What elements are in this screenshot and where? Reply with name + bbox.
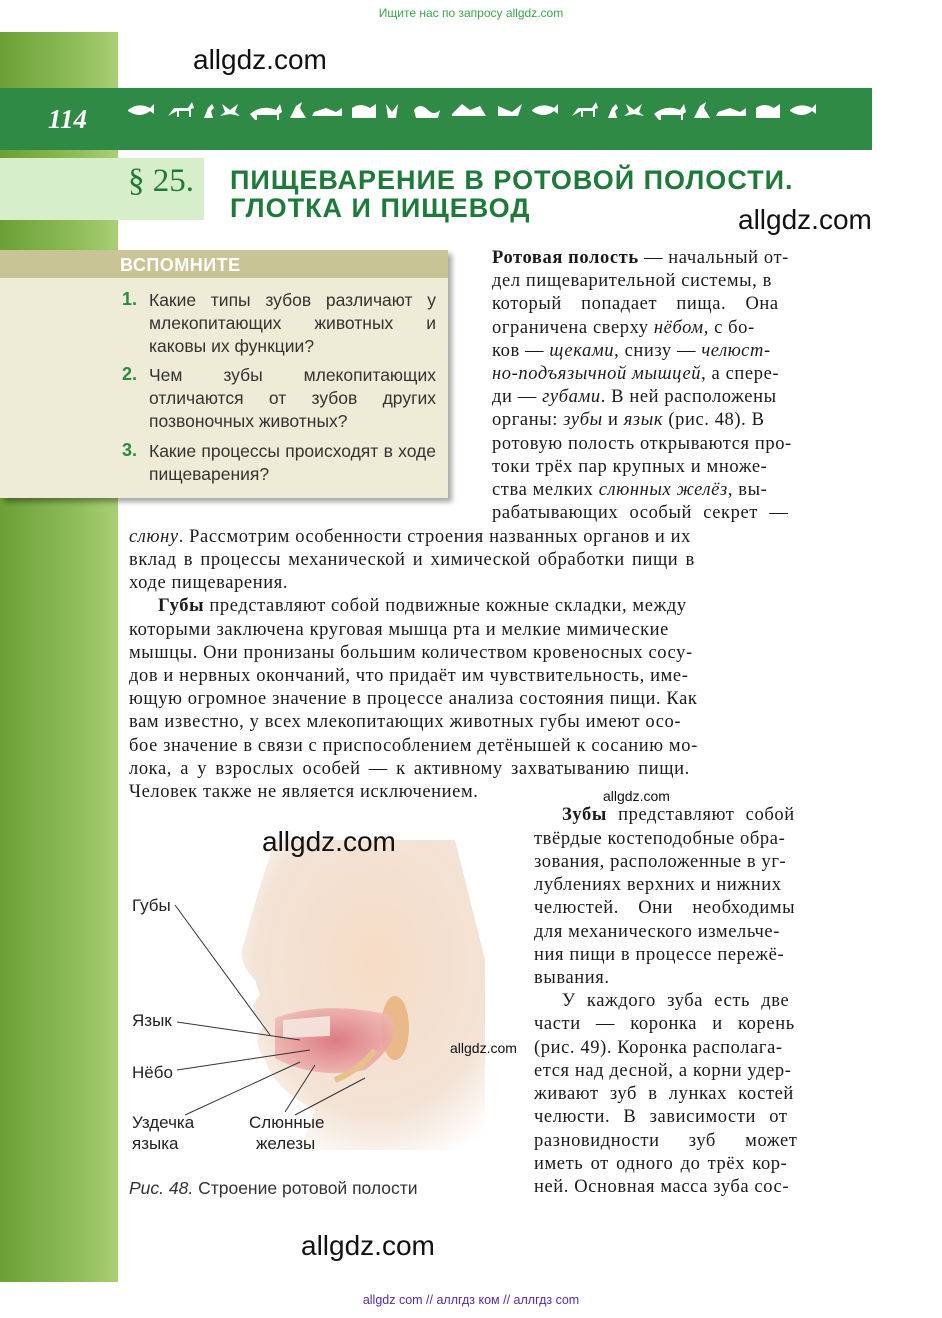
- watermark: allgdz.com: [738, 204, 872, 235]
- question-text: Чем зубы млекопитающих отличаются от зубов других позвоночных животных?: [149, 365, 436, 431]
- watermark: allgdz.com: [301, 1230, 435, 1261]
- label-palate: Нёбо: [132, 1063, 173, 1082]
- text-line: органы: зубы и язык (рис. 48). В: [492, 410, 765, 430]
- text-line: ди — губами. В ней расположены: [492, 387, 777, 407]
- text-line: зования, расположенные в уг-: [534, 852, 787, 872]
- text-line: челюстей. Они необходимы: [534, 898, 796, 918]
- text-line: для механического измельче-: [534, 922, 780, 942]
- text-line: ства мелких слюнных желёз, вы-: [492, 480, 768, 500]
- text-line: живают зуб в лунках костей: [534, 1084, 794, 1104]
- text-line: Человек также не является исключением.: [129, 782, 479, 802]
- watermark: allgdz.com: [193, 44, 327, 75]
- text-line: вывания.: [534, 968, 610, 988]
- animal-silhouettes-decoration: [124, 96, 844, 126]
- label-tongue: Язык: [132, 1011, 172, 1030]
- remember-heading: ВСПОМНИТЕ: [120, 255, 241, 275]
- text-line: ющую огромное значение в процессе анализа состояния пищи. Как: [129, 689, 698, 709]
- text-line: ротовую полость открываются про-: [492, 434, 792, 454]
- text-line: лока, а у взрослых особей — к активному захватыванию пищи.: [129, 759, 690, 779]
- figure-caption: Рис. 48. Строение ротовой полости: [129, 1178, 418, 1198]
- bottom-note: allgdz com // аллгдз ком // аллгдз com: [362, 1293, 580, 1307]
- section-title-line2: ГЛОТКА И ПИЩЕВОД: [230, 193, 531, 223]
- watermark: allgdz.com: [450, 1040, 517, 1056]
- text-line: челюсти. В зависимости от: [534, 1107, 788, 1127]
- text-line: Зубы представляют собой: [562, 805, 795, 825]
- text-line: дов и нервных окончаний, что придаёт им чувствительность, име-: [129, 666, 689, 686]
- page-number: 114: [48, 104, 88, 134]
- text-line: Ротовая полость — начальный от-: [492, 248, 789, 268]
- text-line: твёрдые костеподобные обра-: [534, 829, 786, 849]
- text-line: ограничена сверху нёбом, с бо-: [492, 318, 755, 338]
- text-line: рабатывающих особый секрет —: [492, 503, 789, 523]
- watermark: allgdz.com: [262, 826, 396, 857]
- label-glands-1: Слюнные: [249, 1113, 325, 1132]
- text-line: мышцы. Они пронизаны большим количеством кровеносных сосу-: [129, 643, 693, 663]
- text-line: слюну. Рассмотрим особенности строения названных органов и их: [129, 527, 691, 547]
- text-line: дел пищеварительной системы, в: [492, 271, 772, 291]
- section-title: [230, 166, 794, 222]
- top-note: Ищите нас по запросу allgdz.com: [378, 6, 564, 20]
- section-number: § 25.: [128, 163, 194, 199]
- text-line: ходе пищеварения.: [129, 573, 289, 593]
- question-number: 2.: [122, 364, 138, 384]
- text-line: разновидности зуб может: [534, 1131, 798, 1151]
- text-line: Губы представляют собой подвижные кожные складки, между: [158, 596, 687, 616]
- text-line: вклад в процессы механической и химической обработки пищи в: [129, 550, 695, 570]
- text-line: но-подъязычной мышцей, а спере-: [492, 364, 780, 384]
- label-lips: Губы: [132, 896, 171, 915]
- text-line: (рис. 49). Коронка располага-: [534, 1038, 783, 1058]
- text-line: который попадает пища. Она: [492, 294, 779, 314]
- label-frenulum-1: Уздечка: [132, 1113, 195, 1132]
- text-line: иметь от одного до трёх кор-: [534, 1154, 788, 1174]
- text-line: токи трёх пар крупных и множе-: [492, 457, 768, 477]
- question-number: 1.: [122, 289, 138, 309]
- question-text: Какие процессы происходят в ходе пищеварения?: [149, 441, 436, 484]
- text-line: бое значение в связи с приспособлением детёнышей к сосанию мо-: [129, 736, 698, 756]
- question-text: Какие типы зубов различают у млекопитающих животных и каковы их функции?: [149, 290, 436, 356]
- text-line: ков — щеками, снизу — челюст-: [492, 341, 771, 361]
- label-frenulum-2: языка: [132, 1134, 179, 1153]
- face-profile: [242, 840, 485, 1150]
- text-line: ния пищи в процессе пережё-: [534, 945, 785, 965]
- text-line: вам известно, у всех млекопитающих животных губы имеют осо-: [129, 712, 682, 732]
- text-line: лублениях верхних и нижних: [534, 875, 782, 895]
- label-glands-2: железы: [256, 1134, 316, 1153]
- text-line: ней. Основная масса зуба сос-: [534, 1177, 790, 1197]
- question-number: 3.: [122, 440, 138, 460]
- watermark: allgdz.com: [603, 788, 670, 804]
- text-line: У каждого зуба есть две: [562, 991, 790, 1011]
- section-title-line1: ПИЩЕВАРЕНИЕ В РОТОВОЙ ПОЛОСТИ.: [230, 165, 794, 195]
- text-line: ется над десной, а корни удер-: [534, 1061, 792, 1081]
- text-line: части — коронка и корень: [534, 1014, 795, 1034]
- text-line: которыми заключена круговая мышца рта и мелкие мимические: [129, 620, 669, 640]
